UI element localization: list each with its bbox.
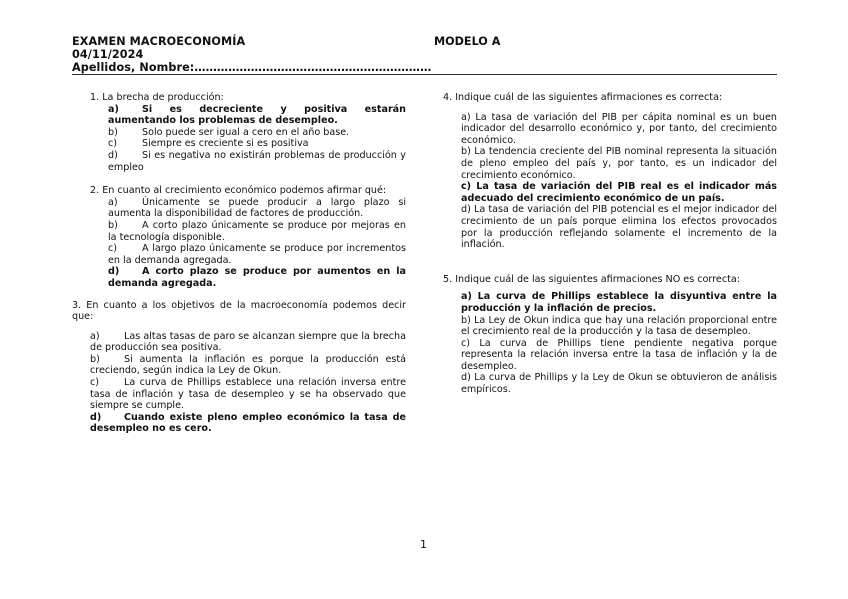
option-label: d) xyxy=(108,266,120,278)
option-label: b) xyxy=(90,353,100,365)
option-text: Cuando existe pleno empleo económico la tasa de desempleo no es cero. xyxy=(90,411,406,435)
option-text: Si es decreciente y positiva estarán aumentando los problemas de desempleo. xyxy=(108,103,406,127)
option-label: a) xyxy=(108,103,119,115)
exam-model: MODELO A xyxy=(434,35,501,48)
option-d: d) La tasa de variación del PIB potencial es el mejor indicador del crecimiento de un país porque elimina los efectos provocados por la producción reflejando solamente el incremento de la inflación. xyxy=(461,204,777,251)
left-column xyxy=(72,92,406,435)
option-b: b) La tendencia creciente del PIB nominal representa la situación de pleno empleo del país y, por tanto, es un indicador del crecimiento económico. xyxy=(461,146,777,181)
question-3 xyxy=(72,300,406,436)
question-title: 5. Indique cuál de las siguientes afirmaciones NO es correcta: xyxy=(443,273,740,285)
option-a xyxy=(72,331,406,354)
option-c: c) La curva de Phillips tiene pendiente negativa porque representa la relación inversa entre la tasa de inflación y la de desempleo. xyxy=(461,337,777,372)
option-a xyxy=(90,197,406,220)
option-label: a) xyxy=(108,196,118,208)
question-2 xyxy=(90,185,406,289)
question-title: 4. Indique cuál de las siguientes afirmaciones es correcta: xyxy=(443,92,723,103)
option-label: c) xyxy=(108,138,118,150)
option-d xyxy=(72,412,406,435)
option-c xyxy=(72,377,406,412)
question-title: 3. En cuanto a los objetivos de la macroeconomía podemos decir que: xyxy=(72,299,406,323)
question-1 xyxy=(90,92,406,173)
option-text: A largo plazo únicamente se produce por incrementos en la demanda agregada. xyxy=(108,243,406,266)
option-text: Si aumenta la inflación es porque la producción está creciendo, según indica la Ley de Okun. xyxy=(90,353,406,377)
option-text: La curva de Phillips establece una relación inversa entre tasa de inflación y tasa de desempleo y se ha observado que siempre se cumple. xyxy=(90,377,406,412)
option-c: c) La tasa de variación del PIB real es el indicador más adecuado del crecimiento económico de un país. xyxy=(461,181,777,204)
question-title: 2. En cuanto al crecimiento económico podemos afirmar qué: xyxy=(90,185,387,197)
option-a xyxy=(90,104,406,127)
option-b xyxy=(90,127,406,139)
option-c xyxy=(90,138,406,150)
question-5 xyxy=(443,274,777,396)
option-b: b) La Ley de Okun indica que hay una relación proporcional entre el crecimiento real de la producción y la tasa de desempleo. xyxy=(461,314,777,338)
option-text: A corto plazo únicamente se produce por mejoras en la tecnología disponible. xyxy=(108,219,406,243)
page-number: 1 xyxy=(420,538,427,551)
question-4 xyxy=(443,92,777,251)
option-text: Si es negativa no existirán problemas de producción y empleo xyxy=(108,149,406,173)
option-label: a) xyxy=(90,330,100,342)
header-divider xyxy=(72,74,777,75)
option-d: d) La curva de Phillips y la Ley de Okun se obtuvieron de análisis empíricos. xyxy=(461,372,777,396)
question-title: 1. La brecha de producción: xyxy=(90,92,224,103)
exam-date: 04/11/2024 xyxy=(72,48,144,61)
option-text: Solo puede ser igual a cero en el año base. xyxy=(142,126,350,138)
option-label: d) xyxy=(90,411,102,423)
exam-title: EXAMEN MACROECONOMÍA xyxy=(72,35,246,48)
option-c xyxy=(90,243,406,266)
option-b xyxy=(90,220,406,243)
name-field-line: Apellidos, Nombre:……………………………………………………… xyxy=(72,61,432,74)
right-column xyxy=(443,92,777,396)
option-b xyxy=(72,354,406,377)
option-a: a) La curva de Phillips establece la disyuntiva entre la producción y la inflación de precios. xyxy=(461,291,777,314)
option-label: d) xyxy=(108,149,118,161)
option-text: Siempre es creciente si es positiva xyxy=(142,138,309,150)
option-label: b) xyxy=(108,126,118,138)
option-d xyxy=(90,266,406,289)
option-text: Únicamente se puede producir a largo plazo si aumenta la disponibilidad de factores de producción. xyxy=(108,196,406,220)
option-label: c) xyxy=(90,377,100,389)
option-text: A corto plazo se produce por aumentos en la demanda agregada. xyxy=(108,266,406,289)
option-label: c) xyxy=(108,243,118,255)
option-a: a) La tasa de variación del PIB per cápita nominal es un buen indicador del desarrollo económico y, por tanto, del crecimiento económico. xyxy=(461,111,777,146)
option-text: Las altas tasas de paro se alcanzan siempre que la brecha de producción sea positiva. xyxy=(90,330,406,354)
option-d xyxy=(90,150,406,173)
option-label: b) xyxy=(108,219,118,231)
